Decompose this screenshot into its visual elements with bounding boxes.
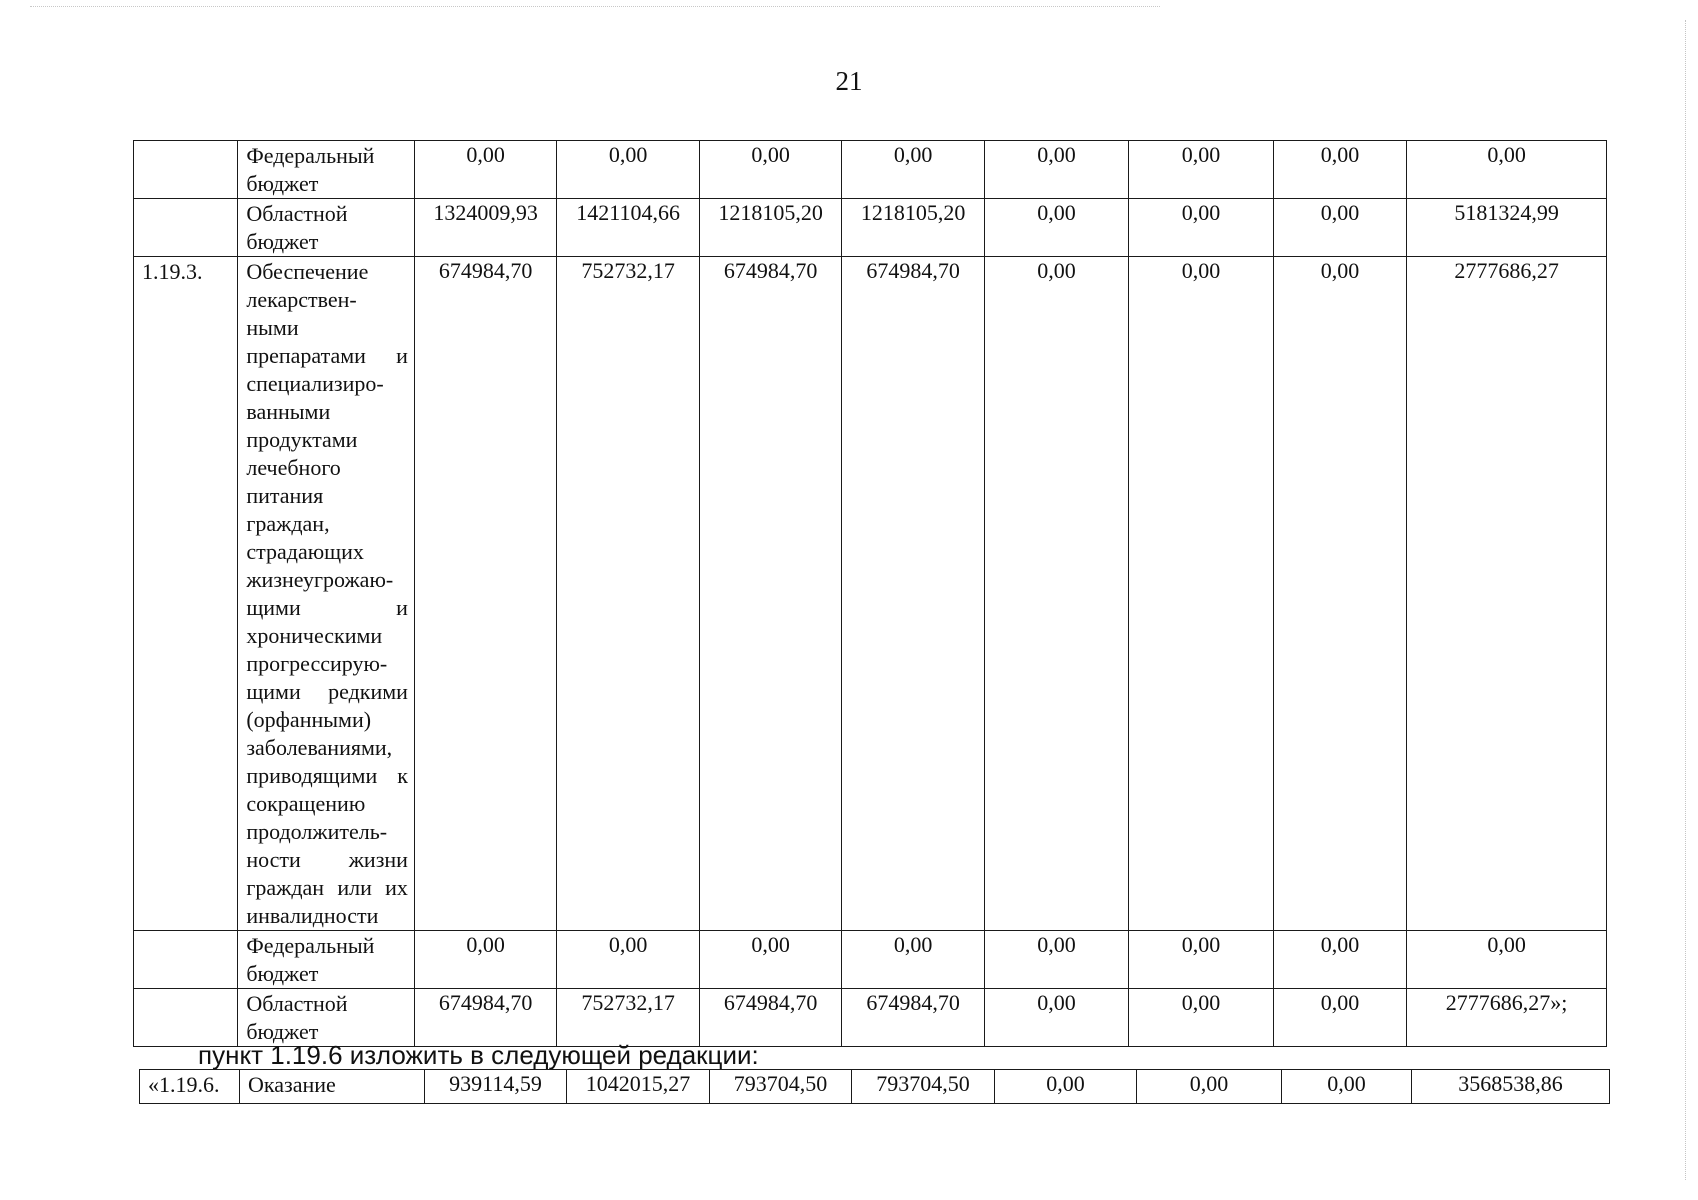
value-cell: 674984,70 (842, 257, 984, 931)
value-cell: 0,00 (1137, 1070, 1282, 1104)
budget-table-body (134, 141, 1607, 1047)
row-code (134, 141, 238, 199)
value-cell: 793704,50 (852, 1070, 995, 1104)
value-cell: 752732,17 (557, 257, 699, 931)
label-line: продуктами (246, 427, 358, 452)
page-number: 21 (835, 66, 863, 96)
label-line: щими редкими (246, 679, 408, 704)
row-label (238, 931, 415, 989)
value-cell: 674984,70 (699, 989, 841, 1047)
label-line: питания (246, 483, 324, 508)
value-cell: 1218105,20 (842, 199, 984, 257)
value-cell: 752732,17 (557, 989, 699, 1047)
amendment-row (140, 1070, 1610, 1104)
label-line: Федеральный (246, 143, 375, 168)
total-cell: 3568538,86 (1412, 1070, 1610, 1104)
value-cell: 0,00 (984, 931, 1128, 989)
value-cell: 0,00 (984, 199, 1128, 257)
value-cell: 0,00 (995, 1070, 1137, 1104)
label-line: бюджет (246, 229, 319, 254)
label-line: инвалидности (246, 903, 379, 928)
label-line: (орфанными) (246, 707, 372, 732)
row-code: «1.19.6. (140, 1070, 240, 1104)
label-line: приводящими к (246, 763, 408, 788)
value-cell: 674984,70 (414, 257, 556, 931)
value-cell: 0,00 (842, 931, 984, 989)
value-cell: 674984,70 (699, 257, 841, 931)
label-line: бюджет (246, 1019, 319, 1044)
value-cell: 0,00 (557, 141, 699, 199)
label-line: лечебного (246, 455, 341, 480)
value-cell: 939114,59 (425, 1070, 567, 1104)
value-cell: 793704,50 (710, 1070, 852, 1104)
total-cell: 0,00 (1407, 141, 1607, 199)
label-line: ными (246, 315, 299, 340)
value-cell: 0,00 (1273, 931, 1406, 989)
value-cell: 674984,70 (842, 989, 984, 1047)
label-line: прогрессирую- (246, 651, 388, 676)
row-label (238, 141, 415, 199)
value-cell: 0,00 (1282, 1070, 1412, 1104)
amendment-note: пункт 1.19.6 изложить в следующей редакции: (198, 1040, 759, 1070)
value-cell: 0,00 (699, 931, 841, 989)
value-cell: 0,00 (414, 931, 556, 989)
value-cell: 0,00 (1129, 141, 1273, 199)
total-cell: 2777686,27 (1407, 257, 1607, 931)
label-line: заболеваниями, (246, 735, 393, 760)
label-line: ванными (246, 399, 331, 424)
total-cell: 0,00 (1407, 931, 1607, 989)
value-cell: 0,00 (984, 989, 1128, 1047)
label-line: Областной (246, 201, 348, 226)
row-label: Оказание (240, 1070, 425, 1104)
label-line: лекарствен- (246, 287, 357, 312)
label-line: Областной (246, 991, 348, 1016)
value-cell: 674984,70 (414, 989, 556, 1047)
table-row (134, 199, 1607, 257)
label-line: продолжитель- (246, 819, 388, 844)
row-label (238, 199, 415, 257)
table-row (134, 989, 1607, 1047)
value-cell: 0,00 (1129, 199, 1273, 257)
row-code (134, 199, 238, 257)
row-code (134, 931, 238, 989)
value-cell: 1218105,20 (699, 199, 841, 257)
value-cell: 1421104,66 (557, 199, 699, 257)
value-cell: 0,00 (1273, 257, 1406, 931)
value-cell: 0,00 (984, 257, 1128, 931)
value-cell: 1042015,27 (567, 1070, 710, 1104)
value-cell: 0,00 (984, 141, 1128, 199)
value-cell: 0,00 (1273, 141, 1406, 199)
row-label (238, 257, 415, 931)
value-cell: 0,00 (414, 141, 556, 199)
label-line: ности жизни (246, 847, 408, 872)
value-cell: 0,00 (1273, 199, 1406, 257)
label-line: щими и (246, 595, 408, 620)
label-line: специализиро- (246, 371, 384, 396)
value-cell: 0,00 (1129, 931, 1273, 989)
table-row (134, 257, 1607, 931)
label-line: сокращению (246, 791, 366, 816)
budget-table (133, 140, 1607, 1047)
amendment-table (139, 1069, 1610, 1104)
value-cell: 0,00 (557, 931, 699, 989)
label-line: Обеспечение (246, 259, 369, 284)
value-cell: 0,00 (1273, 989, 1406, 1047)
value-cell: 1324009,93 (414, 199, 556, 257)
table-row (134, 141, 1607, 199)
value-cell: 0,00 (1129, 257, 1273, 931)
label-line: бюджет (246, 961, 319, 986)
scan-edge-top (30, 6, 1160, 7)
row-code (134, 989, 238, 1047)
label-line: граждан, (246, 511, 330, 536)
row-code: 1.19.3. (134, 257, 238, 931)
value-cell: 0,00 (699, 141, 841, 199)
row-label (238, 989, 415, 1047)
label-line: бюджет (246, 171, 319, 196)
label-line: хроническими (246, 623, 383, 648)
scan-edge-right (1685, 20, 1686, 1180)
label-line: страдающих (246, 539, 364, 564)
label-line: Федеральный (246, 933, 375, 958)
table-row (134, 931, 1607, 989)
label-line: граждан или их (246, 875, 408, 900)
value-cell: 0,00 (842, 141, 984, 199)
total-cell: 2777686,27»; (1407, 989, 1607, 1047)
value-cell: 0,00 (1129, 989, 1273, 1047)
total-cell: 5181324,99 (1407, 199, 1607, 257)
label-line: жизнеугрожаю- (246, 567, 394, 592)
label-line: препаратами и (246, 343, 408, 368)
